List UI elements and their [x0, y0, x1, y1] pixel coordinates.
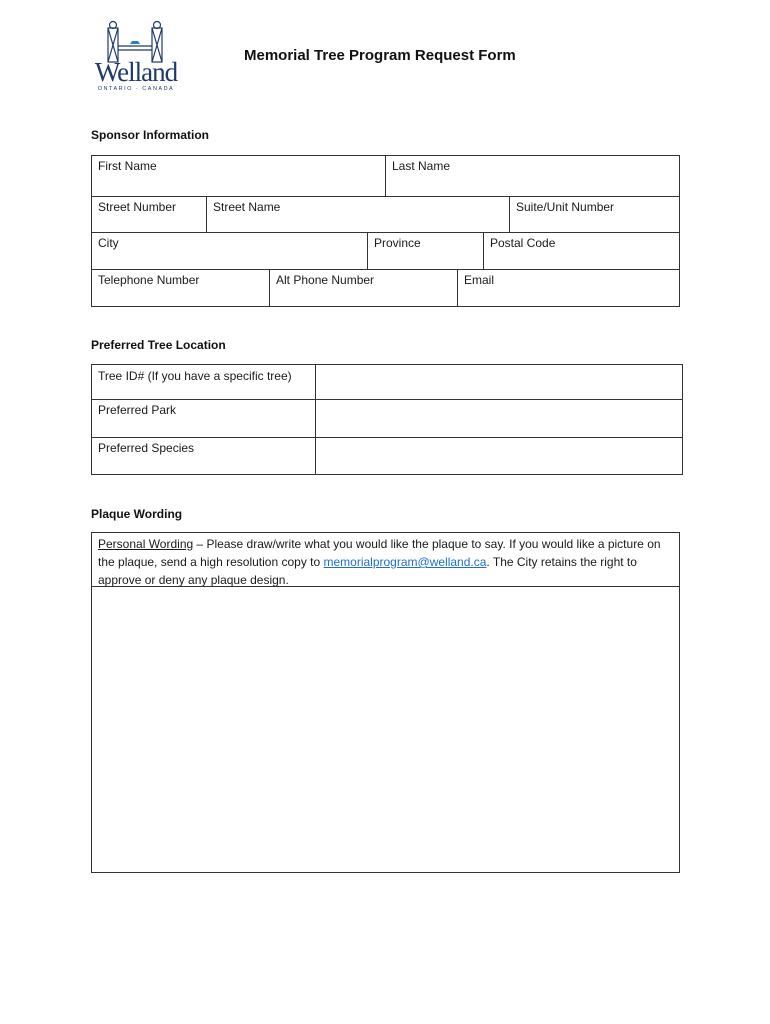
plaque-heading: Plaque Wording — [91, 507, 183, 521]
memorial-email-link[interactable]: memorialprogram@welland.ca — [323, 555, 487, 569]
email-label: Email — [464, 273, 495, 287]
telephone-field[interactable] — [91, 269, 270, 307]
city-label: City — [98, 236, 119, 250]
street-number-field[interactable] — [91, 196, 207, 233]
plaque-text-before: – Please draw/write what you would like the plaque to say. If you would like a picture on the plaque, send a high resolution copy to — [98, 537, 661, 569]
last-name-label: Last Name — [392, 159, 451, 173]
email-field[interactable] — [457, 269, 680, 307]
province-field[interactable] — [367, 232, 484, 270]
street-name-field[interactable] — [206, 196, 510, 233]
last-name-field[interactable] — [385, 155, 680, 197]
street-name-label: Street Name — [213, 200, 281, 214]
park-label-cell — [91, 399, 316, 438]
street-number-label: Street Number — [98, 200, 177, 214]
tree-id-label-cell — [91, 364, 316, 400]
plaque-text-after: . The City retains the right to approve or deny any plaque design. — [98, 555, 637, 587]
sponsor-heading: Sponsor Information — [91, 128, 209, 142]
plaque-instructions — [91, 532, 680, 587]
suite-field[interactable] — [509, 196, 680, 233]
plaque-drawing-area[interactable] — [91, 586, 680, 873]
telephone-label: Telephone Number — [98, 273, 200, 287]
alt-phone-field[interactable] — [269, 269, 458, 307]
tree-id-input[interactable] — [315, 364, 683, 400]
postal-code-field[interactable] — [483, 232, 680, 270]
location-heading: Preferred Tree Location — [91, 338, 226, 352]
suite-label: Suite/Unit Number — [516, 200, 615, 214]
tree-id-label: Tree ID# (If you have a specific tree) — [98, 369, 292, 383]
logo-tagline: ONTARIO · CANADA — [97, 86, 175, 92]
park-input[interactable] — [315, 399, 683, 438]
alt-phone-label: Alt Phone Number — [276, 273, 375, 287]
logo-wordmark: Welland — [94, 57, 178, 87]
personal-wording-label: Personal Wording — [98, 537, 194, 551]
page-title: Memorial Tree Program Request Form — [244, 47, 516, 64]
welland-logo — [90, 20, 182, 94]
first-name-field[interactable] — [91, 155, 386, 197]
postal-code-label: Postal Code — [490, 236, 556, 250]
city-field[interactable] — [91, 232, 368, 270]
park-label: Preferred Park — [98, 403, 177, 417]
species-label-cell — [91, 437, 316, 475]
species-input[interactable] — [315, 437, 683, 475]
species-label: Preferred Species — [98, 441, 195, 455]
first-name-label: First Name — [98, 159, 157, 173]
province-label: Province — [374, 236, 421, 250]
